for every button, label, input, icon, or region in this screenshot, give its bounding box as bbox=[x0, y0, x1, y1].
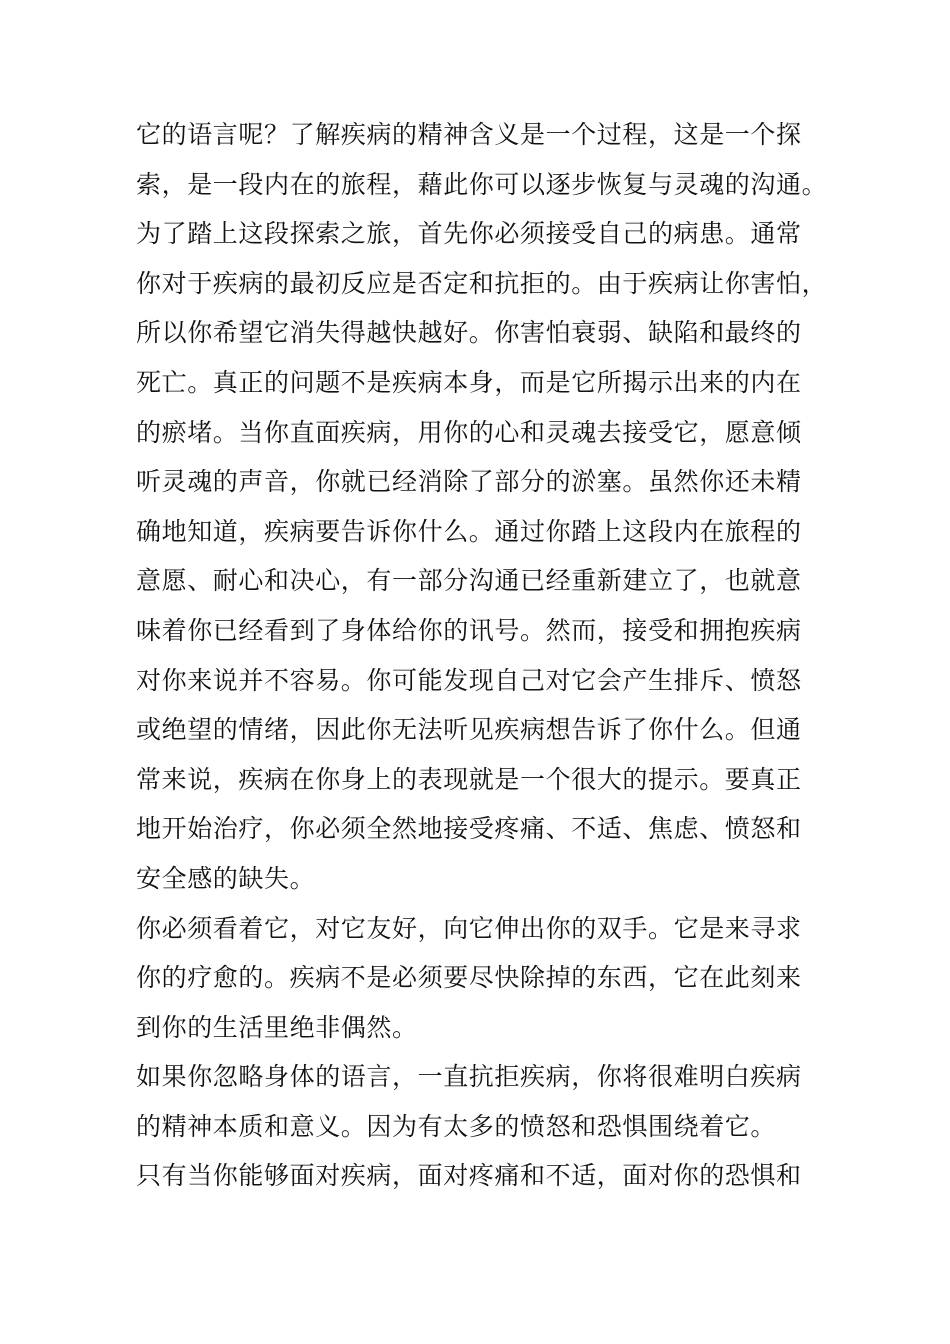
text-line: 如果你忽略身体的语言，一直抗拒疾病，你将很难明白疾病 bbox=[136, 1062, 802, 1092]
text-line: 对你来说并不容易。你可能发现自己对它会产生排斥、愤怒 bbox=[136, 665, 802, 695]
text-line: 到你的生活里绝非偶然。 bbox=[136, 1012, 418, 1042]
body-text bbox=[136, 110, 828, 1201]
text-line: 所以你希望它消失得越快越好。你害怕衰弱、缺陷和最终的 bbox=[136, 318, 802, 348]
text-line: 的瘀堵。当你直面疾病，用你的心和灵魂去接受它，愿意倾 bbox=[136, 417, 802, 447]
text-line: 只有当你能够面对疾病，面对疼痛和不适，面对你的恐惧和 bbox=[136, 1161, 802, 1191]
text-line: 味着你已经看到了身体给你的讯号。然而，接受和拥抱疾病 bbox=[136, 615, 802, 645]
text-line: 的精神本质和意义。因为有太多的愤怒和恐惧围绕着它。 bbox=[136, 1111, 777, 1141]
text-line: 你必须看着它，对它友好，向它伸出你的双手。它是来寻求 bbox=[136, 913, 802, 943]
text-line: 你对于疾病的最初反应是否定和抗拒的。由于疾病让你害怕， bbox=[136, 268, 828, 298]
text-line: 索，是一段内在的旅程，藉此你可以逐步恢复与灵魂的沟通。 bbox=[136, 169, 828, 199]
text-line: 或绝望的情绪，因此你无法听见疾病想告诉了你什么。但通 bbox=[136, 715, 802, 745]
text-line: 你的疗愈的。疾病不是必须要尽快除掉的东西，它在此刻来 bbox=[136, 963, 802, 993]
text-line: 它的语言呢？了解疾病的精神含义是一个过程，这是一个探 bbox=[136, 120, 802, 149]
text-line: 确地知道，疾病要告诉你什么。通过你踏上这段内在旅程的 bbox=[136, 516, 802, 546]
text-line: 死亡。真正的问题不是疾病本身，而是它所揭示出来的内在 bbox=[136, 367, 802, 397]
text-line: 安全感的缺失。 bbox=[136, 863, 316, 893]
text-line: 常来说，疾病在你身上的表现就是一个很大的提示。要真正 bbox=[136, 764, 802, 794]
text-line: 地开始治疗，你必须全然地接受疼痛、不适、焦虑、愤怒和 bbox=[136, 814, 802, 844]
text-line: 为了踏上这段探索之旅，首先你必须接受自己的病患。通常 bbox=[136, 219, 802, 249]
text-line: 听灵魂的声音，你就已经消除了部分的淤塞。虽然你还未精 bbox=[136, 467, 802, 497]
text-line: 意愿、耐心和决心，有一部分沟通已经重新建立了，也就意 bbox=[136, 566, 802, 596]
